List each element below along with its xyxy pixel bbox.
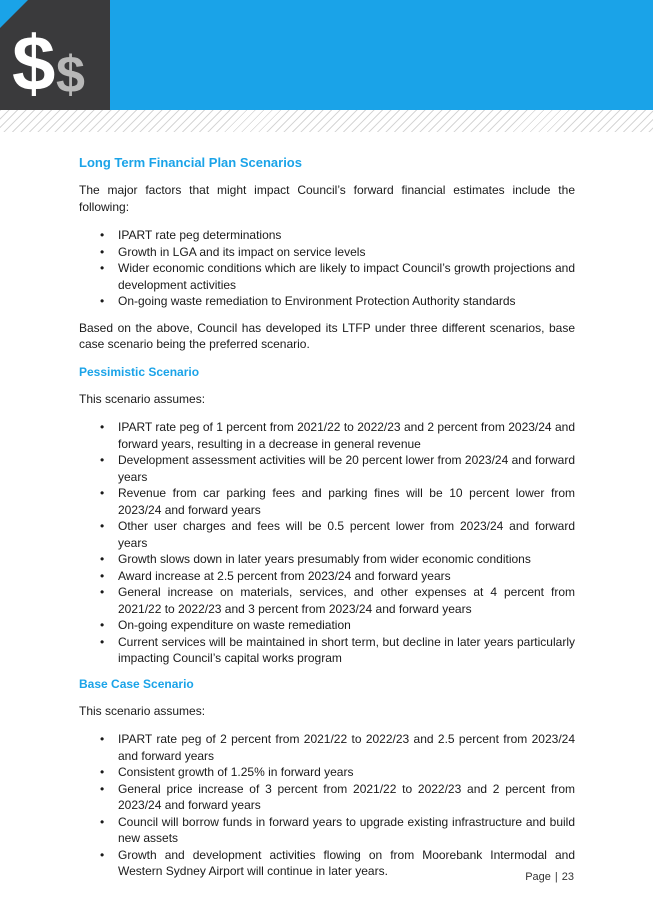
dollar-signs-icon: [0, 0, 110, 110]
page-number-value: 23: [561, 871, 574, 883]
list-item: • Growth and development activities flowing on from Moorebank Intermodal and Western Sydney Airport will continue in later years.: [79, 847, 575, 880]
page-content: [79, 155, 575, 890]
intro-paragraph: The major factors that might impact Council’s forward financial estimates include the following:: [79, 183, 575, 214]
base-case-list: [79, 731, 575, 880]
page-number: [525, 871, 574, 883]
svg-text:$: $: [12, 19, 56, 107]
list-item: • On-going waste remediation to Environment Protection Authority standards: [79, 293, 575, 310]
base-case-intro: This scenario assumes:: [79, 703, 206, 718]
pessimistic-list: [79, 419, 575, 667]
svg-text:$: $: [56, 46, 85, 104]
page-separator: |: [554, 871, 558, 883]
list-item: • Other user charges and fees will be 0.5 percent lower from 2023/24 and forward years: [79, 518, 575, 551]
list-item: • General increase on materials, services, and other expenses at 4 percent from 2021/22 to 2022/23 and 3 percent from 2023/24 and forward years: [79, 584, 575, 617]
page-title: Long Term Financial Plan Scenarios: [79, 155, 302, 170]
list-item: • Revenue from car parking fees and parking fines will be 10 percent lower from 2023/24 and forward years: [79, 485, 575, 518]
summary-paragraph: Based on the above, Council has developed its LTFP under three different scenarios, base case scenario being the preferred scenario.: [79, 320, 575, 351]
base-case-heading: Base Case Scenario: [79, 676, 194, 691]
page-label: Page: [525, 871, 551, 883]
list-item: • Development assessment activities will be 20 percent lower from 2023/24 and forward years: [79, 452, 575, 485]
list-item: • Current services will be maintained in short term, but decline in later years particularly impacting Council’s capital works program: [79, 634, 575, 667]
list-item: • General price increase of 3 percent from 2021/22 to 2022/23 and 2 percent from 2023/24 and forward years: [79, 781, 575, 814]
factors-list: [79, 227, 575, 310]
list-item: • IPART rate peg of 1 percent from 2021/22 to 2022/23 and 2 percent from 2023/24 and forward years, resulting in a decrease in general revenue: [79, 419, 575, 452]
pessimistic-intro: This scenario assumes:: [79, 391, 206, 406]
list-item: • Consistent growth of 1.25% in forward years: [79, 764, 575, 781]
header-hatch-strip: [0, 110, 653, 132]
list-item: • IPART rate peg of 2 percent from 2021/22 to 2022/23 and 2.5 percent from 2023/24 and forward years: [79, 731, 575, 764]
pessimistic-heading: Pessimistic Scenario: [79, 364, 200, 379]
list-item: • Growth slows down in later years presumably from wider economic conditions: [79, 551, 575, 568]
list-item: • Wider economic conditions which are likely to impact Council’s growth projections and development activities: [79, 260, 575, 293]
list-item: • IPART rate peg determinations: [79, 227, 575, 244]
list-item: • Growth in LGA and its impact on service levels: [79, 244, 575, 261]
list-item: • Council will borrow funds in forward years to upgrade existing infrastructure and build new assets: [79, 814, 575, 847]
list-item: • On-going expenditure on waste remediation: [79, 617, 575, 634]
list-item: • Award increase at 2.5 percent from 2023/24 and forward years: [79, 568, 575, 585]
